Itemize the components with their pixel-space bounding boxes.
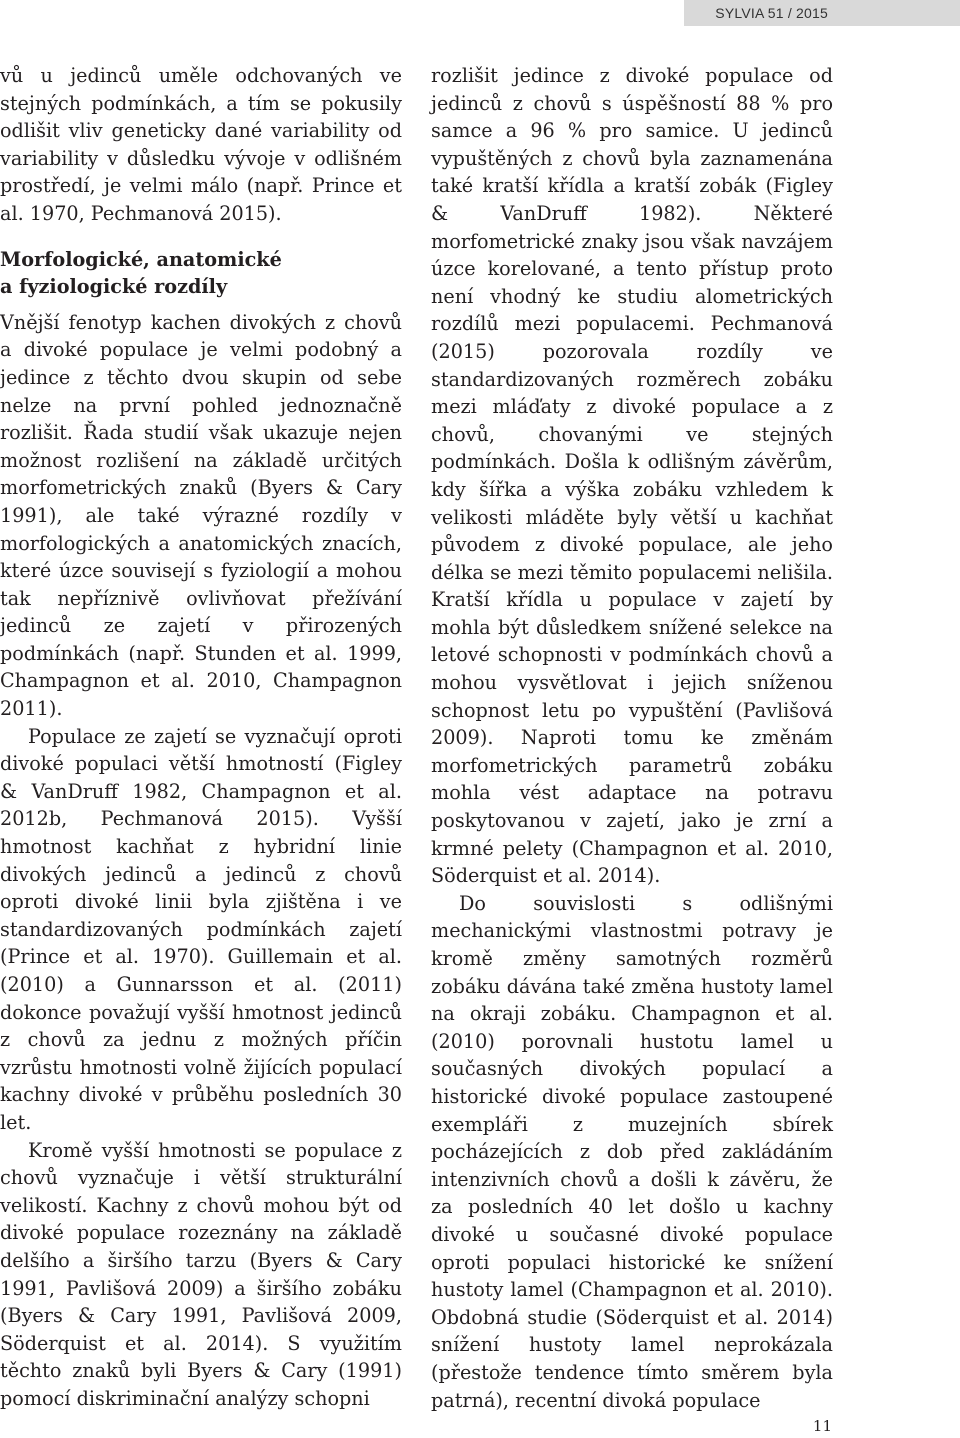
section-heading: [0, 246, 402, 301]
page-number: 11: [812, 1417, 832, 1435]
left-paragraph-2: Populace ze zajetí se vyznačují oproti divoké populaci větší hmotností (Figley & VanDruff 1982, Champagnon et al. 2012b, Pechmanová 2015). Vyšší hmotnost kachňat z hybridní linie divokých jedinců a jedinců z chovů oproti divoké linii byla zjištěna i ve standardizovaných podmínkách zajetí (Prince et al. 1970). Guillemain et al. (2010) a Gunnarsson et al. (2011) dokonce považují vyšší hmotnost jedinců z chovů za jednu z možných příčin vzrůstu hmotnosti volně žijících populací kachny divoké v průběhu posledních 30 let.: [0, 724, 402, 1134]
left-paragraph-3: Kromě vyšší hmotnosti se populace z chovů vyznačuje i větší strukturální velikostí. Kachny z chovů mohou být od divoké populace rozeznány na základě delšího a širšího tarzu (Byers & Cary 1991, Pavlišová 2009) a širšího zobáku (Byers & Cary 1991, Pavlišová 2009, Söderquist et al. 2014). S využitím těchto znaků byli Byers & Cary (1991) pomocí diskriminační analýzy schopni: [0, 1138, 402, 1410]
section-heading-line-1: Morfologické, anatomické: [0, 247, 282, 271]
left-paragraph-1: Vnější fenotyp kachen divokých z chovů a divoké populace je velmi podobný a jedince z těchto dvou skupin od sebe nelze na první pohled jednoznačně rozlišit. Řada studií však ukazuje nejen možnost rozlišení na základě určitých morfometrických znaků (Byers & Cary 1991), ale také výrazné rozdíly v morfologických a anatomických znacích, které úzce souvisejí s fyziologií a mohou tak nepříznivě ovlivňovat přežívání jedinců ze zajetí v přirozených podmínkách (např. Stunden et al. 1999, Champagnon et al. 2010, Champagnon 2011).: [0, 310, 402, 721]
journal-title: SYLVIA 51 / 2015: [715, 5, 828, 21]
right-column: [431, 62, 833, 1414]
right-continued-paragraph: rozlišit jedince z divoké populace od jedinců z chovů s úspěšností 88 % pro samce a 96 % pro samice. U jedinců vypuštěných z chovů byla zaznamenána také kratší křídla a kratší zobák (Figley & VanDruff 1982). Některé morfometrické znaky jsou však navzájem úzce korelované, a tento přístup proto není vhodný ke studiu alometrických rozdílů mezi populacemi. Pechmanová (2015) pozorovala rozdíly ve standardizovaných rozměrech zobáku mezi mláďaty z divoké populace a z chovů, chovanými ve stejných podmínkách. Došla k odlišným závěrům, kdy šířka a výška zobáku vzhledem k velikosti mláděte byly větší u kachňat původem z divoké populace, ale jeho délka se mezi těmito populacemi nelišila. Kratší křídla u populace v zajetí by mohla být důsledkem snížené selekce na letové schopnosti v podmínkách chovů a mohou vysvětlovat i jejich sníženou schopnost letu po vypuštění (Pavlišová 2009). Naproti tomu ke změnám morfometrických parametrů zobáku mohla vést adaptace na potravu poskytovanou v zajetí, jako je zrní a krmné pelety (Champagnon et al. 2010, Söderquist et al. 2014).: [431, 64, 833, 888]
right-paragraph-1: Do souvislosti s odlišnými mechanickými vlastnostmi potravy je kromě změny samotných rozměrů zobáku dávána také změna hustoty lamel na okraji zobáku. Champagnon et al. (2010) porovnali hustotu lamel u současných divokých populací a historické divoké populace zastoupené exempláři z muzejních sbírek pocházejících z dob před zakládáním intenzivních chovů a došli k závěru, že za posledních 40 let došlo u kachny divoké u současné divoké populace oproti populaci historické ke snížení hustoty lamel (Champagnon et al. 2010). Obdobná studie (Söderquist et al. 2014) snížení hustoty lamel neprokázala (přestože tendence tímto směrem byla patrná), recentní divoká populace: [431, 891, 833, 1412]
left-column: [0, 62, 402, 1413]
left-continued-paragraph: vů u jedinců uměle odchovaných ve stejných podmínkách, a tím se pokusily odlišit vliv geneticky dané variability od variability v důsledku vývoje v odlišném prostředí, je velmi málo (např. Prince et al. 1970, Pechmanová 2015).: [0, 64, 402, 225]
journal-header-tab: [684, 0, 960, 26]
section-heading-line-2: a fyziologické rozdíly: [0, 275, 228, 299]
